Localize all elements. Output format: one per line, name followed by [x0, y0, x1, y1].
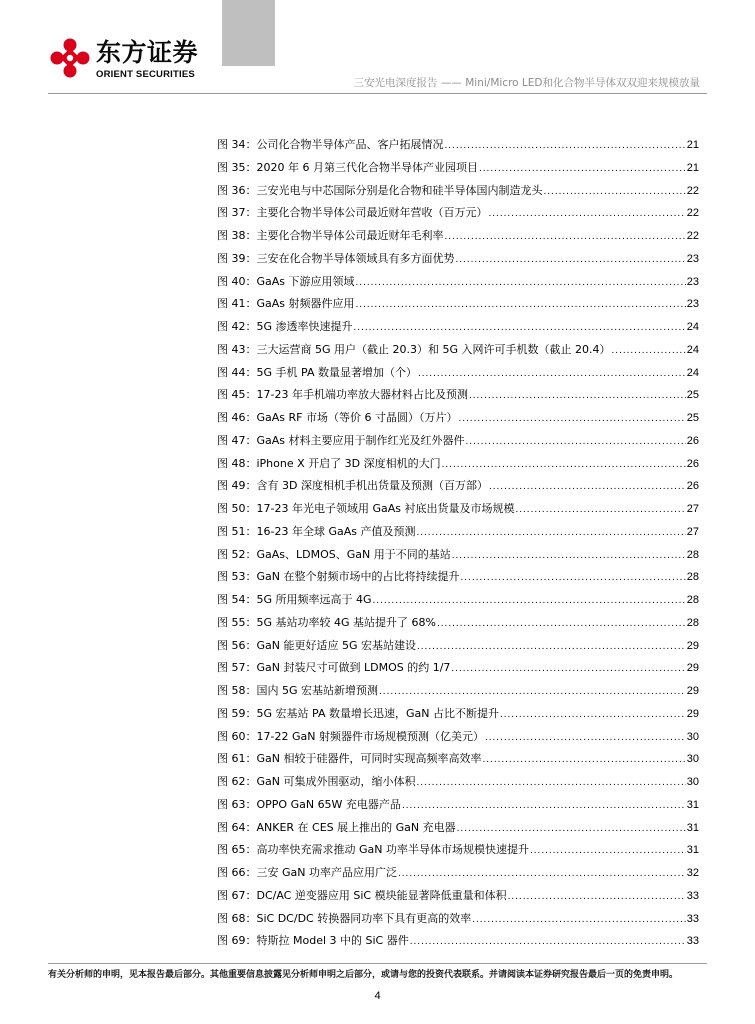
toc-leader-dots: [445, 226, 686, 249]
toc-entry-label[interactable]: 图 49：含有 3D 深度相机手机出货量及预测（百万部）: [217, 479, 488, 493]
toc-leader-dots: [479, 158, 686, 181]
toc-entry[interactable]: [217, 839, 699, 862]
toc-entry[interactable]: [217, 635, 699, 658]
orient-logo-icon: [50, 38, 90, 78]
toc-leader-dots: [445, 135, 686, 158]
toc-entry-label[interactable]: 图 52：GaAs、LDMOS、GaN 用于不同的基站: [217, 547, 451, 561]
toc-leader-dots: [460, 567, 685, 590]
toc-entry-page[interactable]: 23: [686, 275, 699, 288]
toc-entry-page[interactable]: 29: [686, 639, 699, 652]
toc-entry[interactable]: [217, 748, 699, 771]
toc-entry[interactable]: [217, 384, 699, 407]
toc-entry-label[interactable]: 图 45：17-23 年手机端功率放大器材料占比及预测: [217, 388, 468, 402]
toc-entry-label[interactable]: 图 54：5G 所用频率远高于 4G: [217, 593, 372, 606]
toc-leader-dots: [457, 818, 686, 841]
toc-entry-page[interactable]: 30: [686, 753, 699, 766]
toc-entry-label[interactable]: 图 34：公司化合物半导体产品、客户拓展情况: [217, 138, 444, 151]
toc-entry-label[interactable]: 图 65：高功率快充需求推动 GaN 功率半导体市场规模快速提升: [217, 843, 529, 857]
toc-entry-label[interactable]: 图 62：GaN 可集成外围驱动，缩小体积: [217, 775, 416, 788]
toc-entry[interactable]: [217, 475, 699, 498]
toc-entry-label[interactable]: 图 42：5G 渗透率快速提升: [217, 320, 353, 333]
toc-entry[interactable]: [217, 293, 699, 316]
toc-leader-dots: [485, 727, 686, 750]
toc-entry[interactable]: [217, 657, 699, 680]
toc-entry-label[interactable]: 图 43：三大运营商 5G 用户（截止 20.3）和 5G 入网许可手机数（截止 20.4）: [217, 342, 611, 356]
toc-entry-page[interactable]: 31: [686, 798, 699, 811]
toc-leader-dots: [489, 203, 686, 226]
toc-entry-page[interactable]: 28: [686, 548, 699, 561]
report-title: 三安光电深度报告 —— Mini/Micro LED和化合物半导体双双迎来规模放量: [353, 77, 700, 89]
toc-entry[interactable]: [217, 794, 699, 817]
toc-leader-dots: [466, 431, 686, 454]
toc-entry[interactable]: [217, 612, 699, 635]
toc-leader-dots: [437, 613, 686, 636]
toc-entry[interactable]: [217, 134, 699, 157]
toc-entry-page[interactable]: 31: [686, 844, 699, 857]
toc-entry[interactable]: [217, 703, 699, 726]
toc-leader-dots: [515, 499, 685, 522]
toc-entry-page[interactable]: 30: [686, 776, 699, 788]
toc-entry-page[interactable]: 24: [686, 366, 699, 379]
toc-entry-page[interactable]: 28: [686, 571, 699, 584]
toc-entry-label[interactable]: 图 61：GaN 相较于硅器件，可同时实现高频率高效率: [217, 752, 482, 766]
toc-entry-label[interactable]: 图 44：5G 手机 PA 数量显著增加（个）: [217, 365, 417, 379]
toc-leader-dots: [452, 545, 686, 568]
brand-name-cn: 东方证券: [96, 38, 199, 67]
footer-divider: [48, 963, 707, 964]
figure-index-list: [217, 134, 699, 953]
toc-entry-page[interactable]: 23: [686, 298, 699, 311]
toc-entry-page[interactable]: 22: [686, 230, 699, 242]
toc-entry[interactable]: [217, 817, 699, 840]
toc-leader-dots: [508, 886, 686, 909]
toc-entry[interactable]: [217, 771, 699, 794]
toc-leader-dots: [398, 863, 686, 886]
toc-entry[interactable]: [217, 430, 699, 453]
toc-entry[interactable]: [217, 908, 699, 931]
toc-entry[interactable]: [217, 407, 699, 430]
header-divider: [48, 93, 707, 94]
toc-leader-dots: [410, 931, 686, 954]
toc-entry[interactable]: [217, 680, 699, 703]
toc-leader-dots: [418, 363, 686, 386]
toc-entry[interactable]: [217, 362, 699, 385]
toc-leader-dots: [458, 408, 685, 431]
company-logo: [50, 38, 220, 84]
toc-entry[interactable]: [217, 544, 699, 567]
toc-entry-label[interactable]: 图 53：GaN 在整个射频市场中的占比将持续提升: [217, 570, 460, 584]
toc-leader-dots: [456, 249, 686, 272]
toc-entry-page[interactable]: 25: [686, 389, 699, 402]
toc-entry-label[interactable]: 图 39：三安在化合物半导体领域具有多方面优势: [217, 251, 455, 265]
toc-leader-dots: [469, 385, 686, 408]
toc-entry-label[interactable]: 图 38：主要化合物半导体公司最近财年毛利率: [217, 229, 444, 242]
toc-entry[interactable]: [217, 271, 699, 294]
toc-entry-label[interactable]: 图 47：GaAs 材料主要应用于制作红光及红外器件: [217, 433, 465, 447]
toc-entry-page[interactable]: 21: [686, 139, 699, 151]
toc-entry-label[interactable]: 图 68：SiC DC/DC 转换器同功率下具有更高的效率: [217, 911, 472, 925]
toc-entry-page[interactable]: 27: [686, 503, 699, 515]
toc-entry-label[interactable]: 图 59：5G 宏基站 PA 数量增长迅速，GaN 占比不断提升: [217, 706, 499, 720]
toc-leader-dots: [416, 522, 685, 545]
toc-entry[interactable]: [217, 339, 699, 362]
toc-entry[interactable]: [217, 180, 699, 203]
toc-entry-page[interactable]: 21: [686, 161, 699, 174]
toc-entry-label[interactable]: 图 48：iPhone X 开启了 3D 深度相机的大门: [217, 456, 441, 470]
toc-entry-page[interactable]: 29: [686, 707, 699, 720]
toc-entry[interactable]: [217, 225, 699, 248]
toc-entry[interactable]: [217, 453, 699, 476]
toc-entry-label[interactable]: 图 69：特斯拉 Model 3 中的 SiC 器件: [217, 934, 409, 948]
toc-leader-dots: [482, 749, 685, 772]
toc-entry-label[interactable]: 图 41：GaAs 射频器件应用: [217, 297, 355, 311]
toc-entry-label[interactable]: 图 63：OPPO GaN 65W 充电器产品: [217, 797, 401, 811]
toc-entry[interactable]: [217, 157, 699, 180]
toc-entry[interactable]: [217, 521, 699, 544]
toc-leader-dots: [451, 658, 685, 681]
toc-entry[interactable]: [217, 248, 699, 271]
brand-name-en: ORIENT SECURITIES: [96, 69, 195, 80]
toc-entry-page[interactable]: 33: [686, 935, 699, 948]
toc-leader-dots: [472, 909, 686, 932]
toc-entry[interactable]: [217, 885, 699, 908]
toc-entry-page[interactable]: 22: [686, 207, 699, 220]
toc-leader-dots: [402, 795, 686, 818]
toc-entry-page[interactable]: 26: [686, 434, 699, 447]
toc-entry-label[interactable]: 图 60：17-22 GaN 射频器件市场规模预测（亿美元）: [217, 729, 484, 743]
toc-entry[interactable]: [217, 726, 699, 749]
footer-disclaimer: 有关分析师的申明，见本报告最后部分。其他重要信息披露见分析师申明之后部分，或请与您的投资代表联系。并请阅读本证券研究报告最后一页的免责申明。: [48, 970, 679, 980]
toc-entry[interactable]: [217, 862, 699, 885]
toc-leader-dots: [356, 272, 686, 295]
toc-entry-page[interactable]: 22: [686, 184, 699, 197]
toc-entry-page[interactable]: 27: [686, 525, 699, 538]
toc-entry-page[interactable]: 33: [686, 889, 699, 902]
toc-entry-page[interactable]: 33: [686, 912, 699, 925]
toc-leader-dots: [417, 636, 686, 659]
toc-entry-label[interactable]: 图 55：5G 基站功率较 4G 基站提升了 68%: [217, 615, 436, 629]
toc-entry-page[interactable]: 24: [686, 321, 699, 333]
header-decor-bar: [222, 0, 275, 66]
page-number: 4: [374, 990, 381, 1002]
toc-entry-label[interactable]: 图 66：三安 GaN 功率产品应用广泛: [217, 866, 397, 879]
toc-entry[interactable]: [217, 316, 699, 339]
toc-entry-page[interactable]: 28: [686, 616, 699, 629]
toc-leader-dots: [500, 704, 686, 727]
toc-entry-label[interactable]: 图 57：GaN 封装尺寸可做到 LDMOS 的约 1/7: [217, 661, 451, 675]
toc-entry-page[interactable]: 24: [686, 343, 699, 356]
toc-entry-label[interactable]: 图 37：主要化合物半导体公司最近财年营收（百万元）: [217, 206, 488, 220]
toc-entry[interactable]: [217, 566, 699, 589]
toc-entry-label[interactable]: 图 51：16-23 年全球 GaAs 产值及预测: [217, 524, 416, 538]
toc-entry-page[interactable]: 28: [686, 594, 699, 606]
toc-entry-label[interactable]: 图 35：2020 年 6 月第三代化合物半导体产业园项目: [217, 160, 478, 174]
toc-entry-label[interactable]: 图 67：DC/AC 逆变器应用 SiC 模块能显著降低重量和体积: [217, 888, 507, 902]
toc-entry[interactable]: [217, 202, 699, 225]
toc-leader-dots: [373, 590, 686, 613]
toc-entry-label[interactable]: 图 64：ANKER 在 CES 展上推出的 GaN 充电器: [217, 820, 456, 834]
toc-entry-label[interactable]: 图 40：GaAs 下游应用领域: [217, 274, 355, 288]
toc-entry-label[interactable]: 图 50：17-23 年光电子领域用 GaAs 衬底出货量及市场规模: [217, 502, 515, 515]
toc-entry-page[interactable]: 25: [686, 412, 699, 424]
toc-entry-page[interactable]: 26: [686, 457, 699, 470]
toc-leader-dots: [354, 317, 686, 340]
toc-entry-page[interactable]: 29: [686, 662, 699, 675]
toc-entry[interactable]: [217, 498, 699, 521]
toc-entry[interactable]: [217, 930, 699, 953]
toc-entry-label[interactable]: 图 36：三安光电与中芯国际分别是化合物和硅半导体国内制造龙头: [217, 183, 543, 197]
toc-leader-dots: [356, 294, 686, 317]
toc-entry-label[interactable]: 图 58：国内 5G 宏基站新增预测: [217, 684, 379, 697]
toc-leader-dots: [530, 840, 686, 863]
toc-leader-dots: [416, 772, 685, 795]
toc-leader-dots: [379, 681, 686, 704]
toc-entry-page[interactable]: 23: [686, 252, 699, 265]
toc-leader-dots: [612, 340, 686, 363]
toc-entry-label[interactable]: 图 56：GaN 能更好适应 5G 宏基站建设: [217, 638, 416, 652]
toc-entry-page[interactable]: 31: [686, 821, 699, 834]
toc-entry[interactable]: [217, 589, 699, 612]
toc-leader-dots: [544, 181, 686, 204]
toc-leader-dots: [442, 454, 686, 477]
toc-entry-page[interactable]: 29: [686, 685, 699, 697]
toc-entry-label[interactable]: 图 46：GaAs RF 市场（等价 6 寸晶圆）（万片）: [217, 411, 458, 424]
toc-leader-dots: [489, 476, 686, 499]
toc-entry-page[interactable]: 30: [686, 730, 699, 743]
toc-entry-page[interactable]: 26: [686, 480, 699, 493]
toc-entry-page[interactable]: 32: [686, 867, 699, 879]
